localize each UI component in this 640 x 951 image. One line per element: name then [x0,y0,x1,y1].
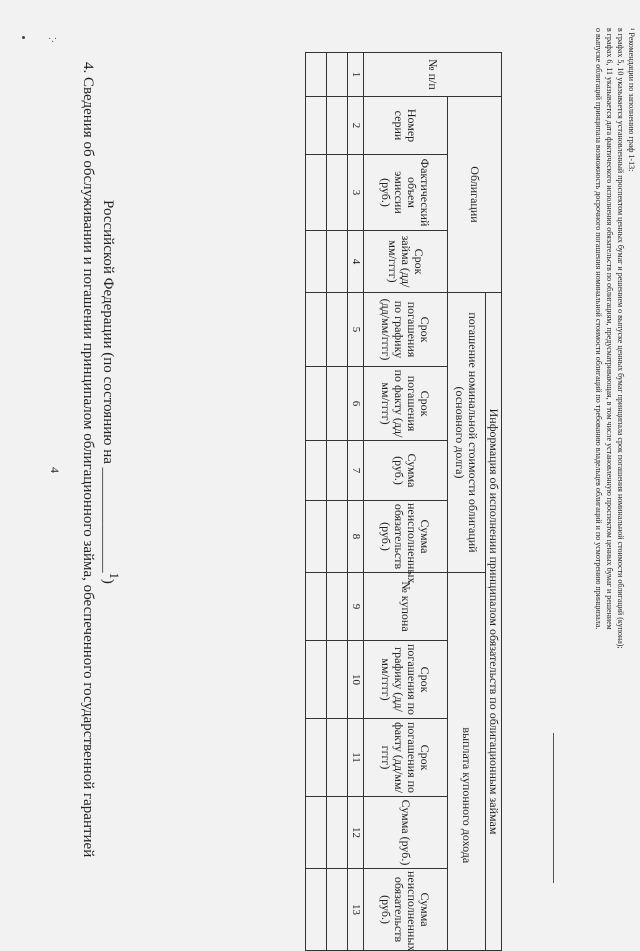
col-num: 3 [348,155,364,231]
table-cell [327,501,348,573]
table-cell [306,501,327,573]
table-cell [327,869,348,951]
table-cell [327,53,348,97]
date-blank: ______________ [100,467,116,573]
table-cell [306,53,327,97]
column-number-row [348,53,364,951]
footnotes [593,28,637,868]
col-series-number: Номер серии [364,97,448,155]
col-coupon-unfulfilled: Сумма неисполненных обязательств (руб.) [364,869,448,951]
heading-line2-prefix: Российской Федерации (по состоянию на [100,200,116,464]
section-heading [80,62,96,882]
col-num: 4 [348,231,364,293]
col-issue-volume: Фактический объем эмиссии (руб.) [364,155,448,231]
col-num: 5 [348,293,364,367]
table-cell [327,293,348,367]
table-cell [306,97,327,155]
table-cell [306,441,327,501]
col-nominal-amount: Сумма (руб.) [364,441,448,501]
col-nominal-unfulfilled: Сумма неисполненных обязательств (руб.) [364,501,448,573]
table-cell [327,155,348,231]
col-coupon-due-scheduled: Срок погашения по графику (дд/мм/гггг) [364,641,448,719]
table-cell [327,441,348,501]
col-loan-term: Срок займа (дд/мм/гггг) [364,231,448,293]
col-num: 12 [348,797,364,869]
header-coupon-spacer [448,573,486,641]
header-info-group: Информация об исполнении принципалом обязательств по облигационным займам [486,293,502,951]
col-nominal-due-scheduled: Срок погашения по графику (дд/мм/гггг) [364,293,448,367]
page-number: 4 [48,467,62,473]
table-cell [306,367,327,441]
col-coupon-number: № купона [364,573,448,641]
col-coupon-due-actual: Срок погашения по факту (дд/мм/гггг) [364,719,448,797]
table-cell [306,719,327,797]
col-num: 11 [348,719,364,797]
col-num: 13 [348,869,364,951]
table-cell [306,573,327,641]
table-cell [327,367,348,441]
table-cell [306,797,327,869]
heading-line2-suffix: ) [100,578,116,584]
section-heading-line1: 4. Сведения об обслуживании и погашении принципалом облигационного займа, обеспеченного государственной гарантией [80,62,96,858]
table-cell [327,97,348,155]
table-cell [306,155,327,231]
col-num: 9 [348,573,364,641]
col-num: 7 [348,441,364,501]
table-cell [327,641,348,719]
header-num: № п/п [364,53,502,97]
footnote-line: о выпуске облигаций принципала возможность досрочного погашения номинальной стоимости облигаций по требованию владельцев облигаций и по усмотрению принципала. [594,28,603,630]
section-heading-line2 [100,200,122,900]
table-cell [327,719,348,797]
footnote-line: в графах 5, 10 указывается установленный проспектом ценных бумаг и решением о выпуске ценных бумаг принципала срок погашения номинальной стоимости облигаций (купона); [616,28,625,649]
footnote-separator [553,733,554,883]
col-nominal-due-actual: Срок погашения по факту (дд/мм/гггг) [364,367,448,441]
footnote-line: в графах 6, 11 указывается дата фактического исполнения обязательств по облигациям, предусматривающая, в том числе установленную проспектом ценных бумаг и решением [605,28,614,630]
scan-specks: ·.· [48,34,58,45]
bond-table [305,52,502,951]
col-num: 10 [348,641,364,719]
col-num: 6 [348,367,364,441]
header-coupon-group: выплата купонного дохода [448,641,486,951]
col-coupon-amount: Сумма (руб.) [364,797,448,869]
header-nominal-group: погашение номинальной стоимости облигаций (основного долга) [448,293,486,573]
col-num: 8 [348,501,364,573]
col-num: 2 [348,97,364,155]
col-num: 1 [348,53,364,97]
table-cell [306,293,327,367]
scan-speck [22,36,25,39]
table-cell [306,641,327,719]
table-cell [306,231,327,293]
table-cell [306,869,327,951]
table-cell [327,231,348,293]
table-row [327,53,348,951]
table-cell [327,797,348,869]
table-cell [327,573,348,641]
footnote-intro: ¹ Рекомендации по заполнению граф 1-13: [627,28,636,172]
footnote-mark: 1 [107,572,121,579]
header-bonds-group: Облигации [448,97,502,293]
table-row [306,53,327,951]
